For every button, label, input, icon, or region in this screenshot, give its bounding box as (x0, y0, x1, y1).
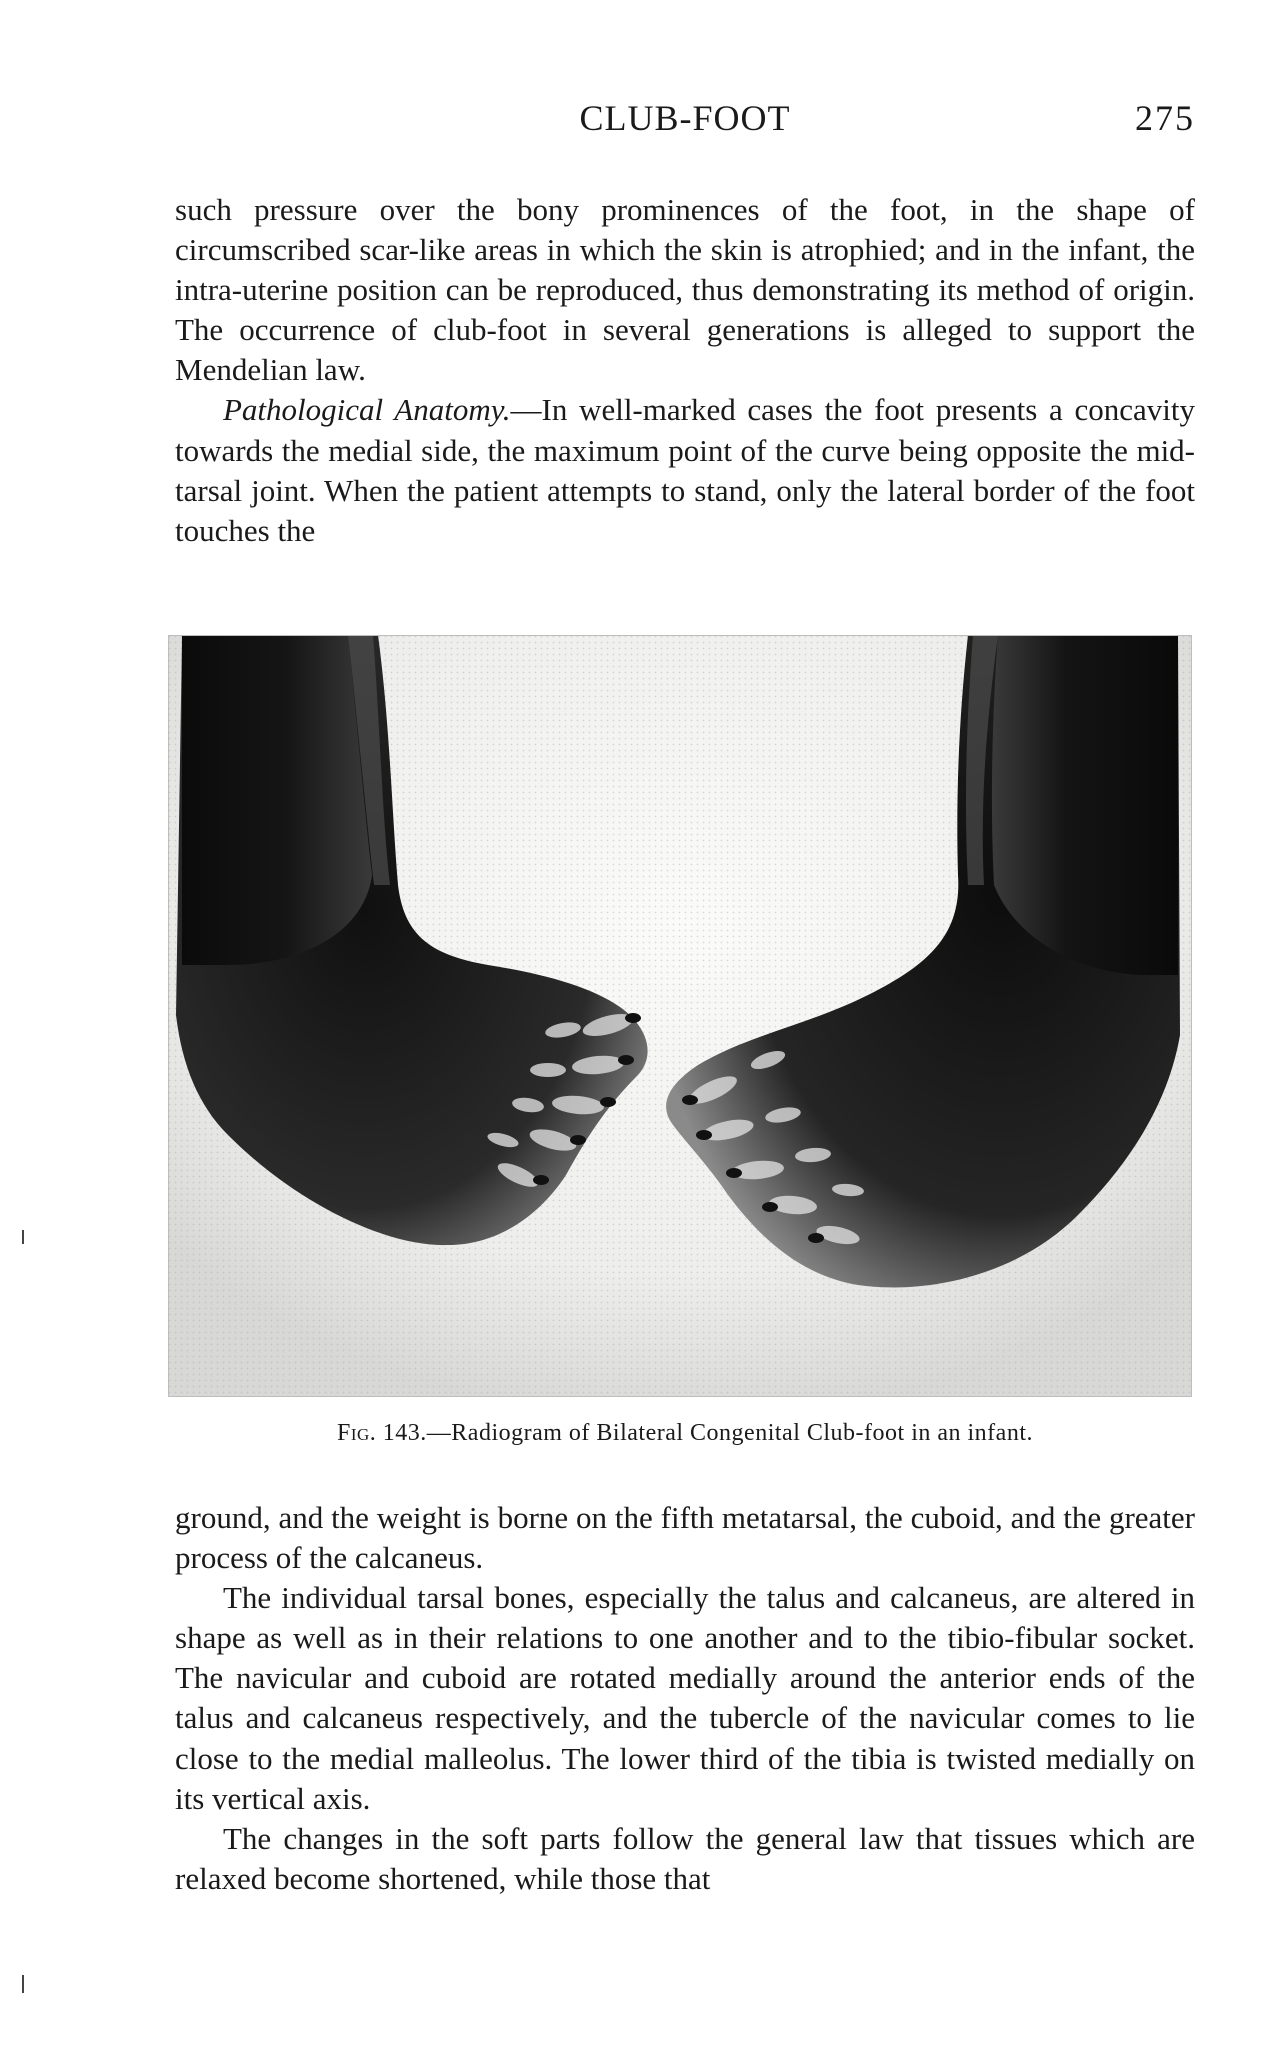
scan-mark-upper (22, 1230, 24, 1244)
figure-caption-text: —Radiogram of Bilateral Congenital Club-foot in an infant. (426, 1420, 1033, 1446)
scan-mark-lower (22, 1975, 24, 1993)
paragraph-pathological-anatomy (175, 390, 1195, 550)
radiogram-figure (168, 635, 1192, 1397)
paragraph-continuation: such pressure over the bony prominences of the foot, in the shape of circumscribed scar-like areas in which the skin is atrophied; and in the infant, the intra-uterine position can be reproduced, thus demonstrating its method of origin. The occurrence of club-foot in several generations is alleged to support the Mendelian law. (175, 192, 1195, 388)
figure-label: Fig. 143. (336, 1420, 427, 1446)
running-head (175, 96, 1195, 140)
body-text-bottom (175, 1498, 1195, 1899)
right-leg-bones (992, 635, 1178, 975)
paragraph-tarsal-bones: The individual tarsal bones, especially the talus and calcaneus, are altered in shape as well as in their relations to one another and to the tibio-fibular socket. The navicular and cuboid are rotated medially around the anterior ends of the talus and calcaneus respectively, and the tubercle of the navicular comes to lie close to the medial malleolus. The lower third of the tibia is twisted medially on its vertical axis. (175, 1580, 1195, 1816)
paragraph-weight-bearing: ground, and the weight is borne on the fifth metatarsal, the cuboid, and the greater process of the calcaneus. (175, 1500, 1195, 1576)
body-text-top (175, 190, 1195, 551)
running-title: CLUB-FOOT (579, 98, 791, 138)
page-number: 275 (1135, 98, 1195, 138)
figure-caption (175, 1418, 1195, 1448)
section-heading-pathological-anatomy: Pathological Anatomy. (223, 392, 511, 428)
radiogram-image (168, 635, 1192, 1397)
paragraph-soft-parts: The changes in the soft parts follow the general law that tissues which are relaxed become shortened, while those that (175, 1820, 1195, 1896)
left-leg-bones (182, 635, 372, 965)
paragraph-pathological-anatomy-text: —In well-marked cases the foot presents a concavity towards the medial side, the maximum point of the curve being opposite the mid-tarsal joint. When the patient attempts to stand, only the lateral border of the foot touches the (175, 392, 1195, 548)
